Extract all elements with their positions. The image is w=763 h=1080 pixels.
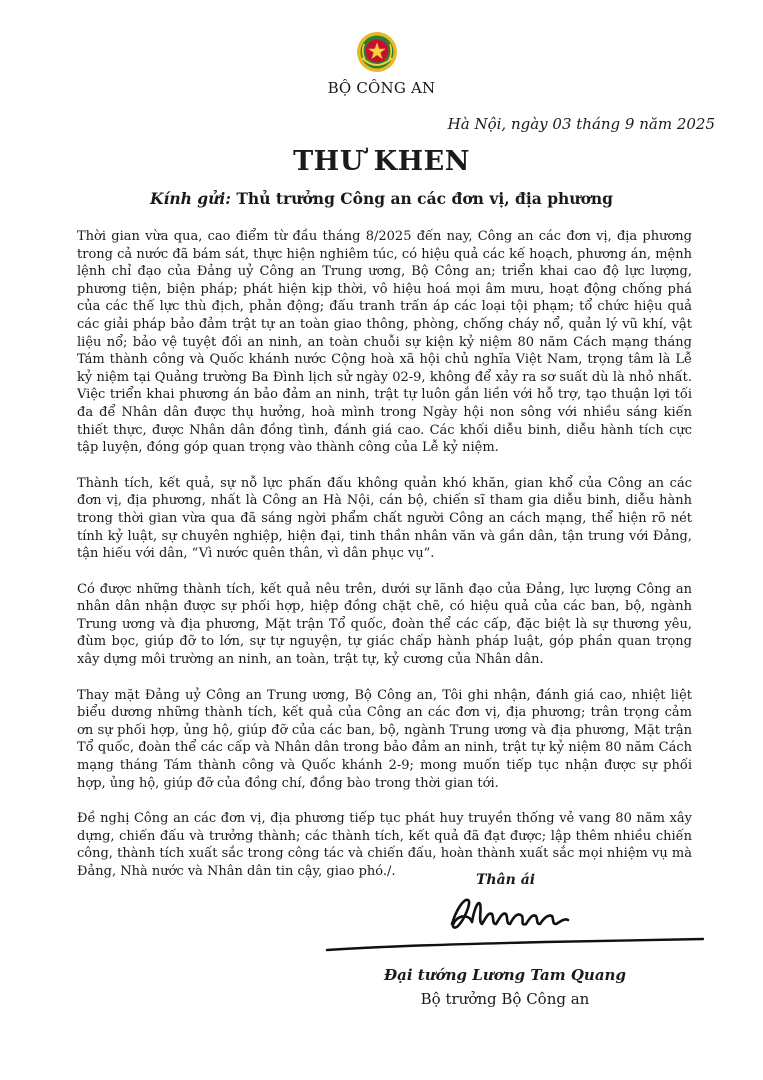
letter-title: THƯ KHEN (293, 146, 470, 177)
body-paragraph-2: Thành tích, kết quả, sự nỗ lực phấn đấu không quản khó khăn, gian khổ của Công an các đơn vị, địa phương, nhất là Công an Hà Nội, cán bộ, chiến sĩ tham gia diễu binh, diễu hành trong thời gian vừa qua đã sáng ngời phẩm chất người Công an cách mạng, thể hiện rõ nét tính kỷ luật, sự chuyên nghiệp, hiện đại, tinh thần nhân văn và gần dân, tận trung với Đảng, tận hiếu với dân, “Vì nước quên thân, vì dân phục vụ”. (77, 475, 692, 562)
body-paragraph-5: Đề nghị Công an các đơn vị, địa phương tiếp tục phát huy truyền thống vẻ vang 80 năm xây dựng, chiến đấu và trưởng thành; các thành tích, kết quả đã đạt được; lập thêm nhiều chiến công, thành tích xuất sắc trong công tác và chiến đấu, hoàn thành xuất sắc mọi nhiệm vụ mà Đảng, Nhà nước và Nhân dân tin cậy, giao phó./. (77, 811, 692, 879)
closing-greeting: Thân ái (476, 872, 536, 888)
salutation-recipient: Thủ trưởng Công an các đơn vị, địa phương (236, 189, 614, 208)
ministry-name: BỘ CÔNG AN (327, 79, 436, 97)
salutation (0, 189, 763, 208)
signer-name: Đại tướng Lương Tam Quang (384, 966, 626, 984)
police-emblem-icon (356, 30, 398, 74)
letter-date: Hà Nội, ngày 03 tháng 9 năm 2025 (447, 115, 715, 133)
handwritten-signature (446, 890, 576, 938)
body-paragraph-3: Có được những thành tích, kết quả nêu trên, dưới sự lãnh đạo của Đảng, lực lượng Công an nhân dân nhận được sự phối hợp, hiệp đồng chặt chẽ, có hiệu quả của các ban, bộ, ngành Trung ương và địa phương, Mặt trận Tổ quốc, đoàn thể các cấp, đặc biệt là sự thương yêu, đùm bọc, giúp đỡ to lớn, sự tự nguyện, tự giác chấp hành pháp luật, góp phần quan trọng xây dựng môi trường an ninh, an toàn, trật tự, kỷ cương của Nhân dân. (77, 581, 692, 668)
letter-body (77, 228, 692, 899)
signer-title: Bộ trưởng Bộ Công an (420, 990, 590, 1008)
signature-stroke (325, 936, 705, 956)
salutation-lead: Kính gửi: (149, 189, 231, 208)
body-paragraph-4: Thay mặt Đảng uỷ Công an Trung ương, Bộ Công an, Tôi ghi nhận, đánh giá cao, nhiệt liệt biểu dương những thành tích, kết quả của Công an các đơn vị, địa phương; trân trọng cảm ơn sự phối hợp, ủng hộ, giúp đỡ của các ban, bộ, ngành Trung ương và địa phương, Mặt trận Tổ quốc, đoàn thể các cấp và Nhân dân trong bảo đảm an ninh, trật tự kỷ niệm 80 năm Cách mạng tháng Tám thành công và Quốc khánh 2-9; mong muốn tiếp tục nhận được sự phối hợp, ủng hộ, giúp đỡ của đồng chí, đồng bào trong thời gian tới. (77, 687, 692, 791)
body-paragraph-1: Thời gian vừa qua, cao điểm từ đầu tháng 8/2025 đến nay, Công an các đơn vị, địa phương trong cả nước đã bám sát, thực hiện nghiêm túc, có hiệu quả các kế hoạch, phương án, mệnh lệnh chỉ đạo của Đảng uỷ Công an Trung ương, Bộ Công an; triển khai cao độ lực lượng, phương tiện, biện pháp; phát hiện kịp thời, vô hiệu hoá mọi âm mưu, hoạt động chống phá của các thế lực thù địch, phản động; đấu tranh trấn áp các loại tội phạm; tổ chức hiệu quả các giải pháp bảo đảm trật tự an toàn giao thông, phòng, chống cháy nổ, quản lý vũ khí, vật liệu nổ; bảo vệ tuyệt đối an ninh, an toàn chuỗi sự kiện kỷ niệm 80 năm Cách mạng tháng Tám thành công và Quốc khánh nước Cộng hoà xã hội chủ nghĩa Việt Nam, trọng tâm là Lễ kỷ niệm tại Quảng trường Ba Đình lịch sử ngày 02-9, không để xảy ra sơ suất dù là nhỏ nhất. Việc triển khai phương án bảo đảm an ninh, trật tự luôn gắn liền với hỗ trợ, tạo thuận lợi tối đa để Nhân dân được thụ hưởng, hoà mình trong Ngày hội non sông với nhiều sáng kiến thiết thực, được Nhân dân đồng tình, đánh giá cao. Các khối diễu binh, diễu hành tích cực tập luyện, đóng góp quan trọng vào thành công của Lễ kỷ niệm. (77, 229, 692, 456)
